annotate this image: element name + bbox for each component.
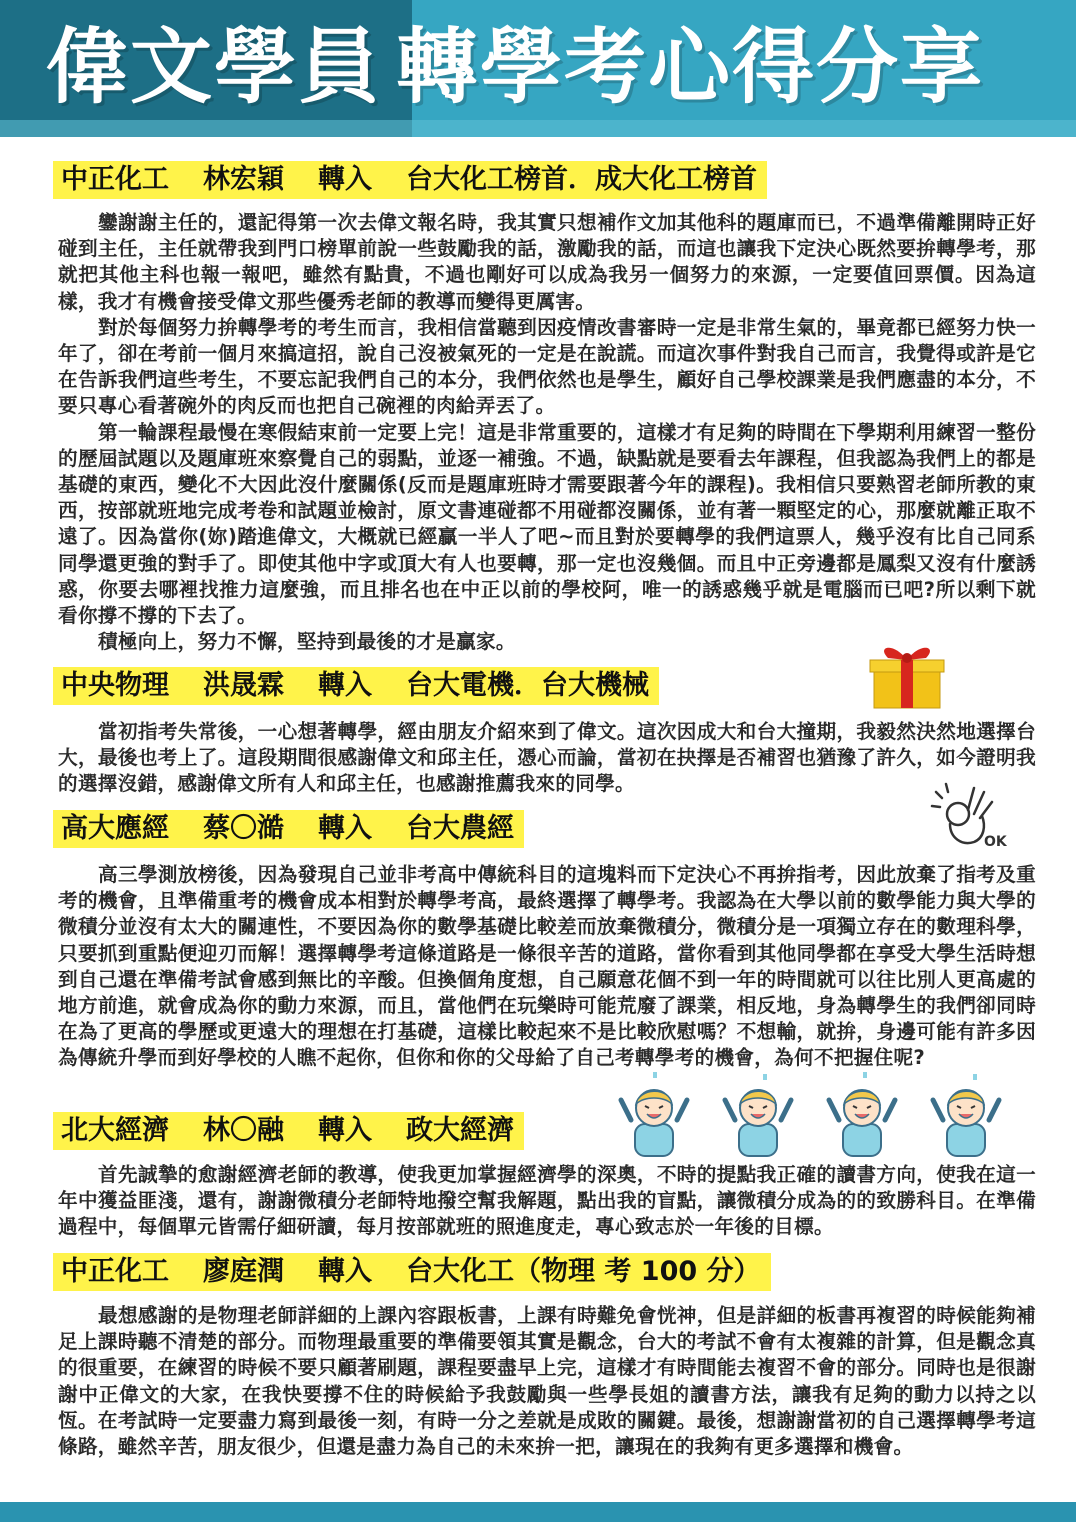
school-label: 高大應經 [61, 813, 169, 844]
result-label: 政大經濟 [406, 1115, 514, 1146]
section-body-5 [58, 1303, 1036, 1460]
student-name: 廖庭潤 [203, 1256, 284, 1287]
transfer-label: 轉入 [318, 1256, 372, 1287]
transfer-label: 轉入 [318, 670, 372, 701]
section-body-1 [58, 210, 1036, 655]
page-title [46, 18, 984, 118]
gift-box-icon [866, 638, 948, 710]
school-label: 中央物理 [61, 670, 169, 701]
cheering-kids-illustration [613, 1070, 1033, 1158]
section-body-3 [58, 862, 1036, 1072]
school-label: 中正化工 [61, 164, 169, 195]
ok-label: OK [984, 834, 1007, 850]
paragraph: 對於每個努力拚轉學考的考生而言，我相信當聽到因疫情改書審時一定是非常生氣的，畢竟都已經努力快一年了，卻在考前一個月來搞這招，說自己沒被氣死的一定是在說謊。而這次事件對我自己而言，我覺得或許是它在告訴我們這些考生，不要忘記我們自己的本分，我們依然也是學生，顧好自己學校課業是我們應盡的本分，不要只專心看著碗外的肉反而也把自己碗裡的肉給弄丟了。 [58, 315, 1036, 418]
section-body-2 [58, 719, 1036, 798]
transfer-label: 轉入 [318, 813, 372, 844]
section-heading-1 [53, 161, 767, 199]
title-part-1: 偉文學員 [46, 20, 383, 115]
footer-bar [0, 1502, 1076, 1522]
paragraph: 高三學測放榜後，因為發現自己並非考高中傳統科目的這塊料而下定決心不再拚指考，因此放棄了指考及重考的機會，且準備重考的機會成本相對於轉學考高，最終選擇了轉學考。我認為在大學以前的數學能力與大學的微積分並沒有太大的關連性，不要因為你的數學基礎比較差而放棄微積分，微積分是一項獨立存在的數理科學，只要抓到重點便迎刃而解！選擇轉學考這條道路是一條很辛苦的道路，當你看到其他同學都在享受大學生活時想到自己還在準備考試會感到無比的辛酸。但換個角度想，自己願意花個不到一年的時間就可以往比別人更高處的地方前進，就會成為你的動力來源，而且，當他們在玩樂時可能荒廢了課業，相反地，身為轉學生的我們卻同時在為了更高的學歷或更遠大的理想在打基礎，這樣比較起來不是比較欣慰嗎？不想輸，就拚，身邊可能有許多因為傳統升學而到好學校的人瞧不起你，但你和你的父母給了自己考轉學考的機會，為何不把握住呢? [58, 863, 1036, 1070]
paragraph: 積極向上，努力不懈，堅持到最後的才是贏家。 [98, 630, 516, 654]
result-label: 台大化工榜首．成大化工榜首 [406, 164, 757, 195]
ok-hand-icon [928, 780, 1020, 850]
paragraph: 第一輪課程最慢在寒假結束前一定要上完！這是非常重要的，這樣才有足夠的時間在下學期利用練習一整份的歷屆試題以及題庫班來察覺自己的弱點，並逐一補強。不過，缺點就是要看去年課程，但我認為我們上的都是基礎的東西，變化不大因此沒什麼關係(反而是題庫班時才需要跟著今年的課程)。我相信只要熟習老師所教的東西，按部就班地完成考卷和試題並檢討，原文書連碰都不用碰都沒關係，並有著一顆堅定的心，那麼就離正取不遠了。因為當你(妳)踏進偉文，大概就已經贏一半人了吧~而且對於要轉學的我們這票人，幾乎沒有比自己同系同學還更強的對手了。即使其他中字或頂大有人也要轉，那一定也沒幾個。而且中正旁邊都是鳳梨又沒有什麼誘惑，你要去哪裡找推力這麼強，而且排名也在中正以前的學校阿，唯一的誘惑幾乎就是電腦而已吧?所以剩下就看你撐不撐的下去了。 [58, 420, 1036, 628]
student-name: 林宏穎 [203, 164, 284, 195]
school-label: 北大經濟 [61, 1115, 169, 1146]
title-part-2: 轉學考心得分享 [396, 20, 985, 115]
banner-stripe [0, 120, 1076, 137]
transfer-label: 轉入 [318, 1115, 372, 1146]
section-heading-4 [53, 1112, 524, 1150]
student-name: 林〇融 [203, 1115, 284, 1146]
section-heading-5 [53, 1253, 771, 1291]
paragraph: 當初指考失常後，一心想著轉學，經由朋友介紹來到了偉文。這次因成大和台大撞期，我毅然決然地選擇台大，最後也考上了。這段期間很感謝偉文和邱主任，憑心而論，當初在抉擇是否補習也猶豫了許久，如今證明我的選擇沒錯，感謝偉文所有人和邱主任，也感謝推薦我來的同學。 [58, 720, 1036, 796]
result-label: 台大化工（物理 考 100 分） [406, 1256, 761, 1287]
transfer-label: 轉入 [318, 164, 372, 195]
section-heading-3 [53, 810, 524, 848]
student-name: 洪晟霖 [203, 670, 284, 701]
result-label: 台大電機．台大機械 [406, 670, 649, 701]
section-heading-2 [53, 667, 659, 705]
result-label: 台大農經 [406, 813, 514, 844]
paragraph: 鑾謝謝主任的，還記得第一次去偉文報名時，我其實只想補作文加其他科的題庫而已，不過準備離開時正好碰到主任，主任就帶我到門口榜單前說一些鼓勵我的話，激勵我的話，而這也讓我下定決心既然要拚轉學考，那就把其他主科也報一報吧，雖然有點貴，不過也剛好可以成為我另一個努力的來源，一定要值回票價。因為這樣，我才有機會接受偉文那些優秀老師的教導而變得更厲害。 [58, 211, 1036, 313]
paragraph: 最想感謝的是物理老師詳細的上課內容跟板書，上課有時難免會恍神，但是詳細的板書再複習的時候能夠補足上課時聽不清楚的部分。而物理最重要的準備要領其實是觀念，台大的考試不會有太複雜的計算，但是觀念真的很重要，在練習的時候不要只顧著刷題，課程要盡早上完，這樣才有時間能去複習不會的部分。同時也是很謝謝中正偉文的大家，在我快要撐不住的時候給予我鼓勵與一些學長姐的讀書方法，讓我有足夠的動力以持之以恆。在考試時一定要盡力寫到最後一刻，有時一分之差就是成敗的關鍵。最後，想謝謝當初的自己選擇轉學考這條路，雖然辛苦，朋友很少，但還是盡力為自己的未來拚一把，讓現在的我夠有更多選擇和機會。 [58, 1304, 1036, 1459]
student-name: 蔡〇澔 [203, 813, 284, 844]
school-label: 中正化工 [61, 1256, 169, 1287]
header-banner [0, 0, 1076, 137]
paragraph: 首先誠摯的愈謝經濟老師的教導，使我更加掌握經濟學的深奧，不時的提點我正確的讀書方向，使我在這一年中獲益匪淺，還有，謝謝微積分老師特地撥空幫我解題，點出我的盲點，讓微積分成為的的致勝科目。在準備過程中，每個單元皆需仔細研讀，每月按部就班的照進度走，專心致志於一年後的目標。 [58, 1163, 1036, 1239]
section-body-4 [58, 1162, 1036, 1241]
